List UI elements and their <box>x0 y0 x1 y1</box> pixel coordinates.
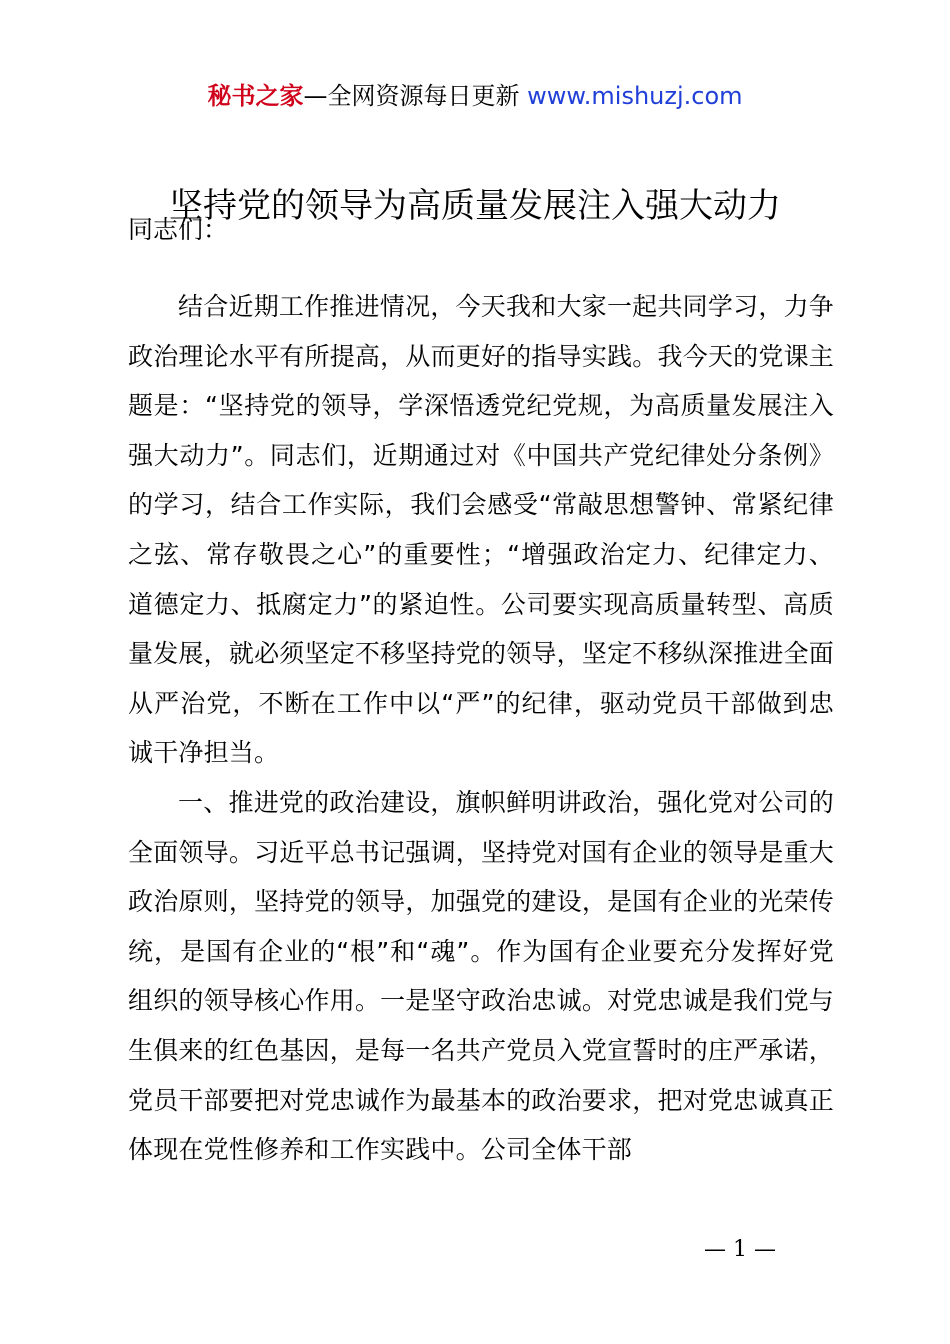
body-paragraph: 结合近期工作推进情况，今天我和大家一起共同学习，力争政治理论水平有所提高，从而更好的指导实践。我今天的党课主题是：“坚持党的领导，学深悟透党纪党规，为高质量发展注入强大动力”。同志们，近期通过对《中国共产党纪律处分条例》的学习，结合工作实际，我们会感受“常敲思想警钟、常紧纪律之弦、常存敬畏之心”的重要性；“增强政治定力、纪律定力、道德定力、抵腐定力”的紧迫性。公司要实现高质量转型、高质量发展，就必须坚定不移坚持党的领导，坚定不移纵深推进全面从严治党，不断在工作中以“严”的纪律，驱动党员干部做到忠诚干净担当。 <box>128 292 834 768</box>
site-header <box>0 80 950 112</box>
header-tagline: —全网资源每日更新 <box>303 82 528 110</box>
body-paragraph: 一、推进党的政治建设，旗帜鲜明讲政治，强化党对公司的全面领导。习近平总书记强调，坚持党对国有企业的领导是重大政治原则，坚持党的领导，加强党的建设，是国有企业的光荣传统，是国有企业的“根”和“魂”。作为国有企业要充分发挥好党组织的领导核心作用。一是坚守政治忠诚。对党忠诚是我们党与生俱来的红色基因，是每一名共产党员入党宣誓时的庄严承诺，党员干部要把对党忠诚作为最基本的政治要求，把对党忠诚真正体现在党性修养和工作实践中。公司全体干部 <box>128 788 834 1165</box>
salutation: 同志们： <box>128 215 229 244</box>
body-paragraph-2-block <box>128 778 834 1175</box>
brand-name: 秘书之家 <box>207 82 304 110</box>
body-paragraph-1-block <box>128 282 834 778</box>
document-title: 坚持党的领导为高质量发展注入强大动力 <box>169 186 781 226</box>
site-url-link[interactable]: www.mishuzj.com <box>527 82 743 110</box>
page-number: — 1 — <box>704 1237 776 1262</box>
